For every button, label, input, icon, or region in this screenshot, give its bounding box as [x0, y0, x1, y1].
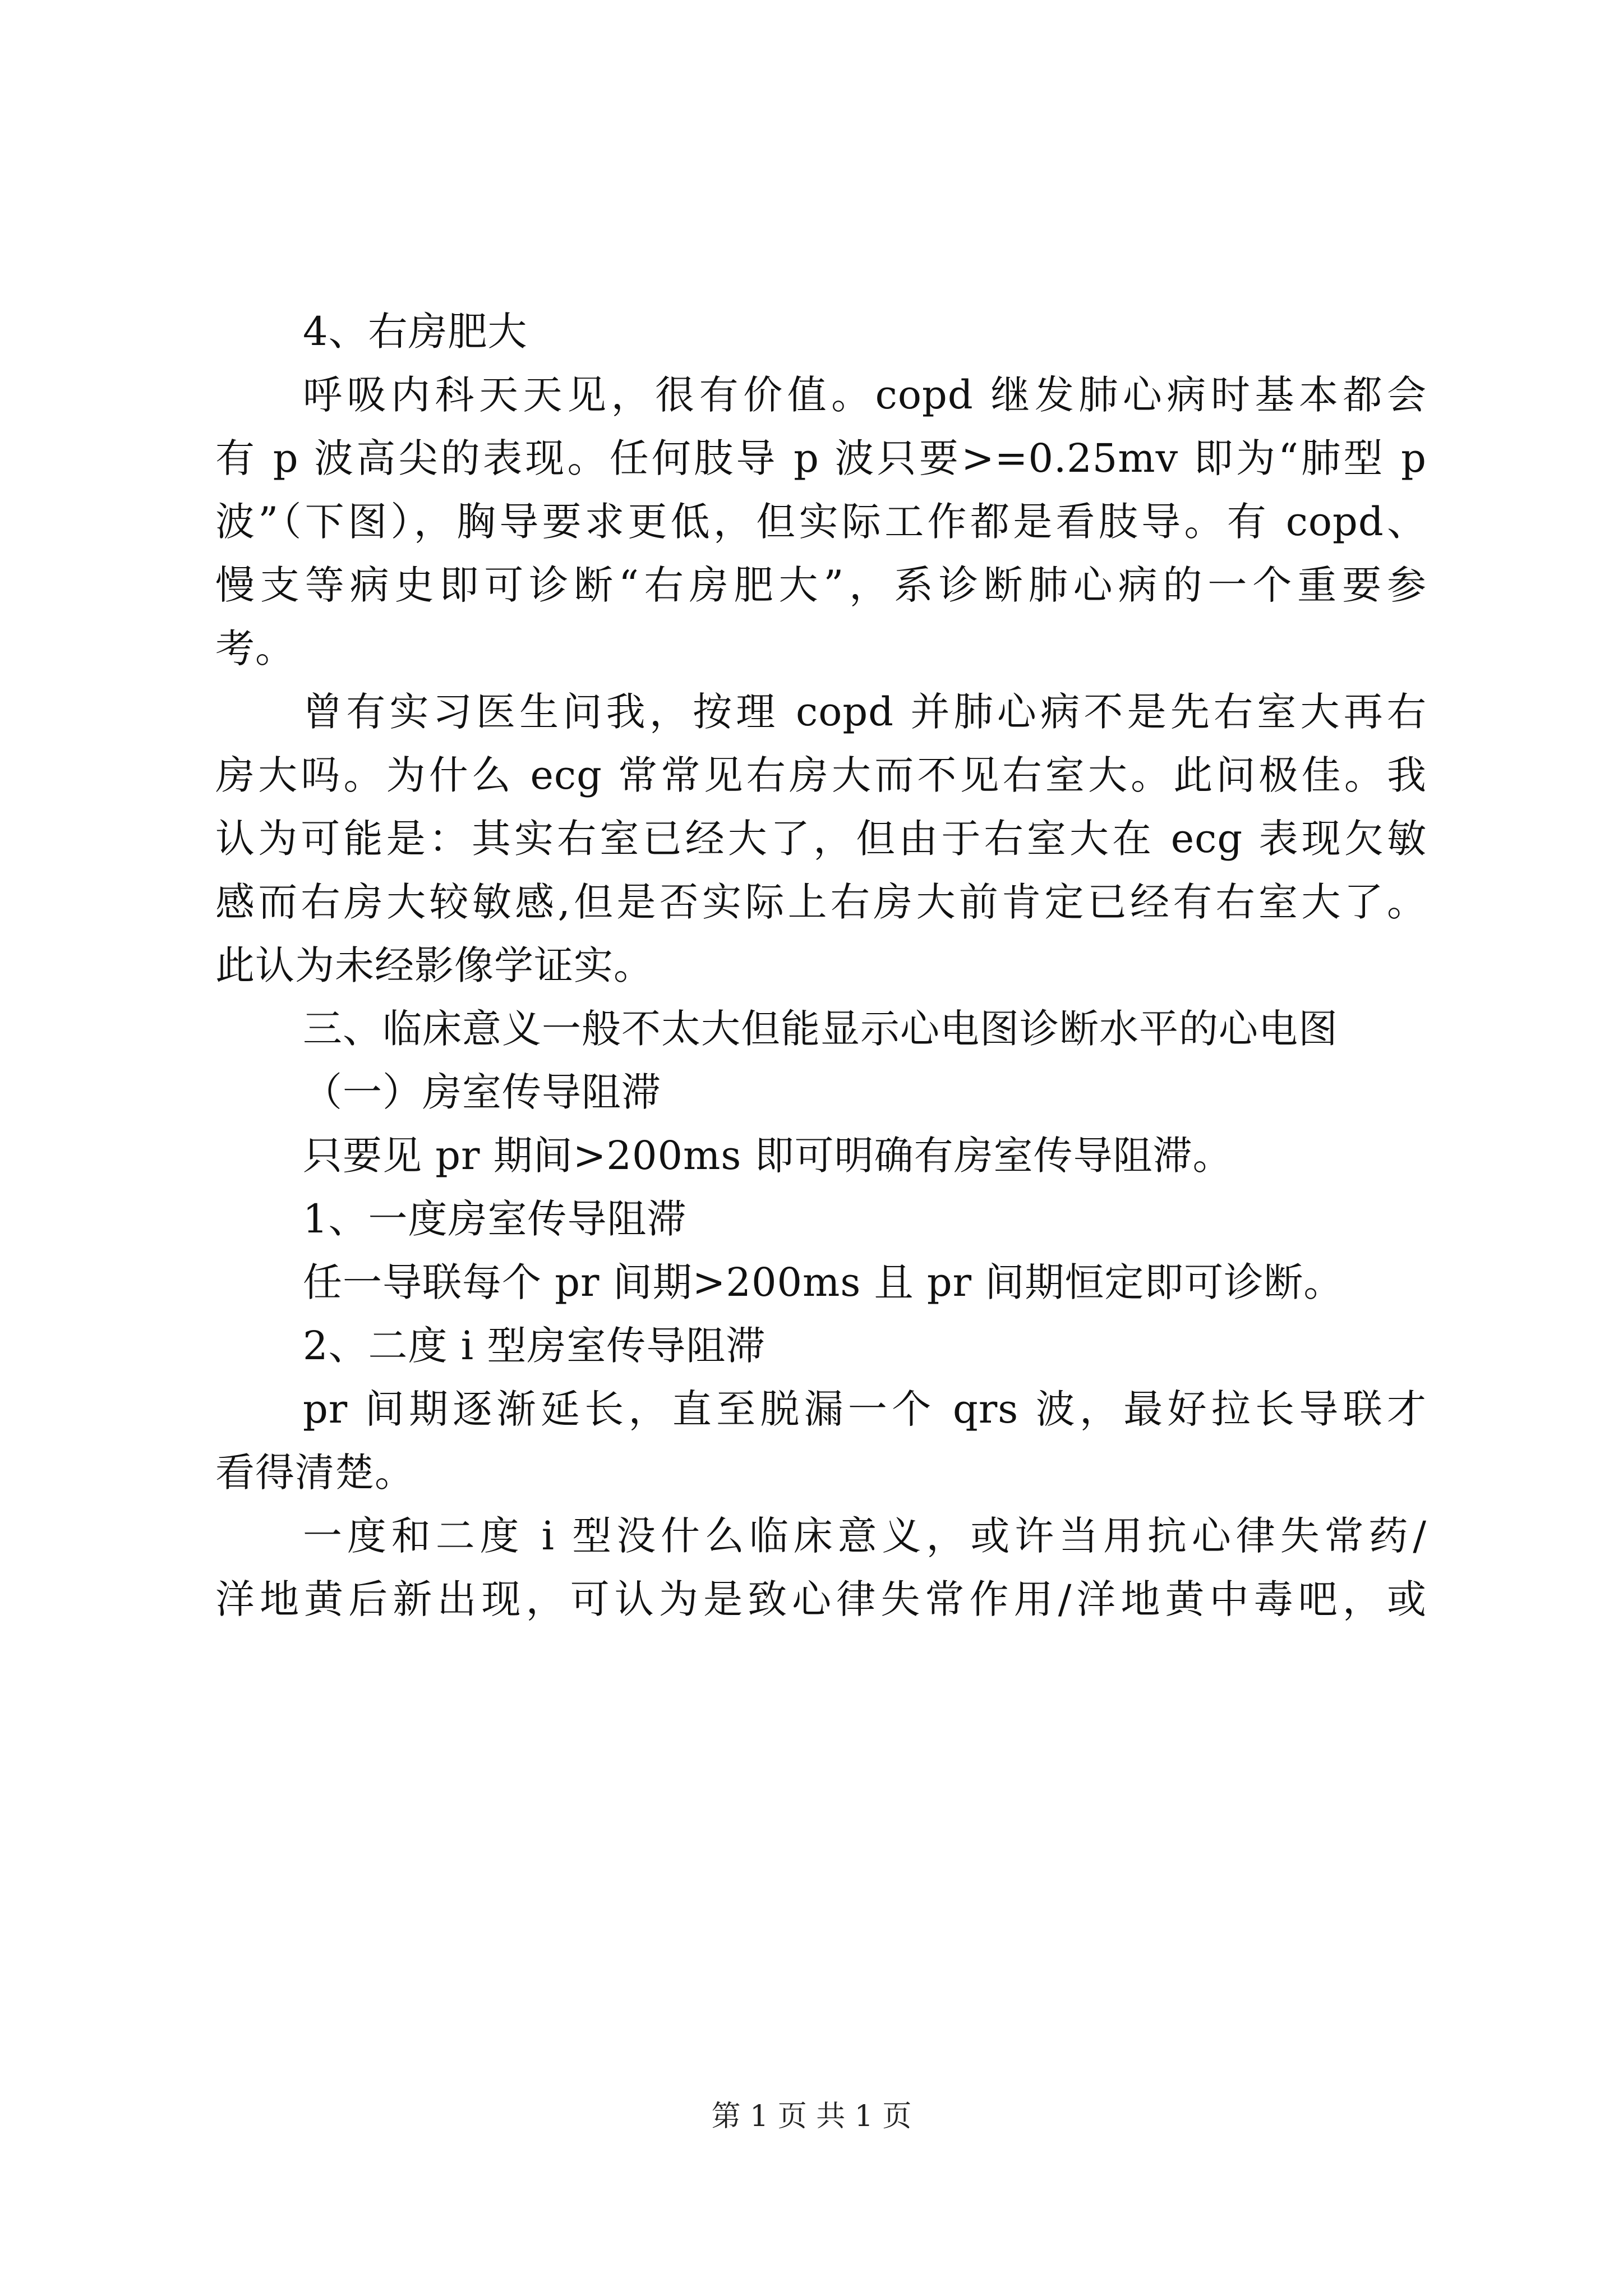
paragraph-line: 此认为未经影像学证实。 — [215, 942, 653, 988]
page-footer: 第 1 页 共 1 页 — [711, 2100, 912, 2133]
paragraph-line: pr 间期逐渐延长，直至脱漏一个 qrs 波，最好拉长导联才 — [303, 1386, 1427, 1432]
paragraph-line: 曾有实习医生问我，按理 copd 并肺心病不是先右室大再右 — [303, 689, 1427, 735]
section-heading: 4、右房肥大 — [303, 309, 528, 355]
paragraph-line: 洋地黄后新出现，可认为是致心律失常作用/洋地黄中毒吧，或 — [215, 1576, 1427, 1622]
paragraph-line: 看得清楚。 — [215, 1450, 414, 1496]
paragraph-line: 只要见 pr 期间>200ms 即可明确有房室传导阻滞。 — [303, 1133, 1233, 1179]
paragraph-line: 波”（下图），胸导要求更低，但实际工作都是看肢导。有 copd、 — [215, 499, 1427, 545]
subsection-heading: （一）房室传导阻滞 — [303, 1069, 661, 1115]
paragraph-line: 认为可能是：其实右室已经大了，但由于右室大在 ecg 表现欠敏 — [215, 816, 1427, 862]
paragraph-line: 感而右房大较敏感,但是否实际上右房大前肯定已经有右室大了。 — [215, 879, 1427, 925]
paragraph-line: 慢支等病史即可诊断“右房肥大”，系诊断肺心病的一个重要参 — [215, 562, 1427, 608]
paragraph-line: 一度和二度 i 型没什么临床意义，或许当用抗心律失常药/ — [303, 1513, 1427, 1559]
paragraph-line: 呼吸内科天天见，很有价值。copd 继发肺心病时基本都会 — [303, 372, 1427, 418]
section-heading: 三、临床意义一般不太大但能显示心电图诊断水平的心电图 — [303, 1006, 1338, 1052]
paragraph-line: 考。 — [215, 625, 295, 671]
paragraph-line: 任一导联每个 pr 间期>200ms 且 pr 间期恒定即可诊断。 — [303, 1259, 1344, 1305]
subsection-heading: 1、一度房室传导阻滞 — [303, 1196, 687, 1242]
paragraph-line: 有 p 波高尖的表现。任何肢导 p 波只要>=0.25mv 即为“肺型 p — [215, 435, 1427, 481]
paragraph-line: 房大吗。为什么 ecg 常常见右房大而不见右室大。此问极佳。我 — [215, 752, 1427, 798]
document-body — [215, 300, 1427, 1631]
subsection-heading: 2、二度 i 型房室传导阻滞 — [303, 1323, 766, 1369]
